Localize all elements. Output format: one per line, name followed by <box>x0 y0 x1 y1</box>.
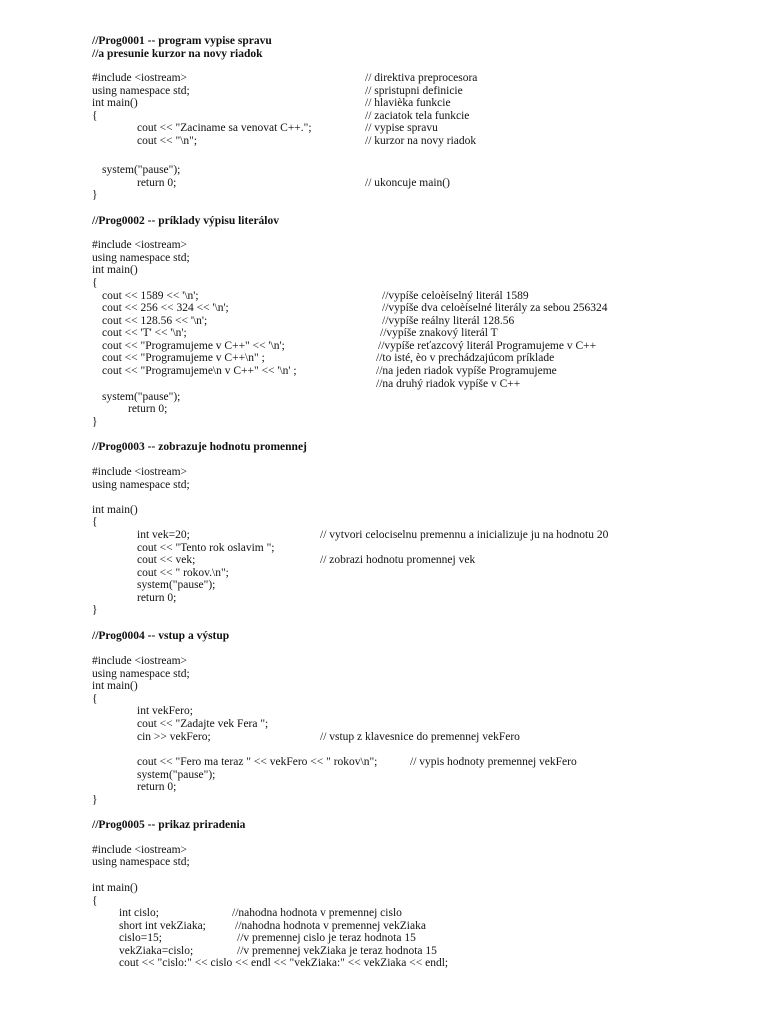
program-heading: //Prog0005 -- prikaz priradenia <box>92 819 246 831</box>
code-line: cout << 'T' << '\n'; <box>102 327 187 339</box>
code-line: cout << 128.56 << '\n'; <box>102 315 208 327</box>
code-line: system("pause"); <box>102 391 181 403</box>
code-line: int main() <box>92 882 138 894</box>
code-line: int main() <box>92 264 138 276</box>
code-comment: //na druhý riadok vypíše v C++ <box>376 378 521 390</box>
code-line: cin >> vekFero; <box>137 731 211 743</box>
code-line: cout << vek; <box>137 554 196 566</box>
code-comment: // vypise spravu <box>365 122 438 134</box>
code-line: system("pause"); <box>102 164 181 176</box>
code-line: using namespace std; <box>92 668 190 680</box>
code-comment: // vypis hodnoty premennej vekFero <box>410 756 577 768</box>
code-line: #include <iostream> <box>92 655 188 667</box>
code-comment: //vypíše celoèíselný literál 1589 <box>382 290 529 302</box>
code-line: #include <iostream> <box>92 72 188 84</box>
code-line: } <box>92 604 98 616</box>
code-line: #include <iostream> <box>92 239 188 251</box>
code-line: cout << " rokov.\n"; <box>137 567 229 579</box>
code-line: cout << "Programujeme\n v C++" << '\n' ; <box>102 365 297 377</box>
code-line: cout << 256 << 324 << '\n'; <box>102 302 229 314</box>
code-comment: // hlavièka funkcie <box>365 97 451 109</box>
code-line: cout << "\n"; <box>137 135 198 147</box>
code-line: return 0; <box>137 592 177 604</box>
code-line: cout << "Tento rok oslavim "; <box>137 542 275 554</box>
code-line: system("pause"); <box>137 579 216 591</box>
code-comment: //vypíše dva celoèíselné literály za sebou 256324 <box>382 302 608 314</box>
program-heading: //a presunie kurzor na novy riadok <box>92 48 263 60</box>
code-line: cout << "Fero ma teraz " << vekFero << " rokov\n"; <box>137 756 378 768</box>
code-line: cout << "Programujeme v C++\n" ; <box>102 352 265 364</box>
code-comment: // vstup z klavesnice do premennej vekFero <box>320 731 520 743</box>
code-comment: // vytvori celociselnu premennu a inicializuje ju na hodnotu 20 <box>320 529 609 541</box>
code-line: using namespace std; <box>92 252 190 264</box>
code-comment: //v premennej cislo je teraz hodnota 15 <box>237 932 416 944</box>
code-comment: //vypíše reálny literál 128.56 <box>382 315 515 327</box>
code-line: cout << "Zaciname sa venovat C++."; <box>137 122 312 134</box>
code-line: } <box>92 416 98 428</box>
code-line: } <box>92 794 98 806</box>
code-line: { <box>92 110 98 122</box>
code-line: cout << 1589 << '\n'; <box>102 290 199 302</box>
code-line: { <box>92 895 98 907</box>
code-line: vekZiaka=cislo; <box>119 945 194 957</box>
program-heading: //Prog0004 -- vstup a výstup <box>92 630 230 642</box>
code-comment: //to isté, èo v prechádzajúcom príklade <box>376 352 555 364</box>
code-comment: //vypíše znakový literál T <box>380 327 498 339</box>
code-line: cout << "cislo:" << cislo << endl << "vekZiaka:" << vekZiaka << endl; <box>119 957 449 969</box>
code-comment: //v premennej vekZiaka je teraz hodnota 15 <box>237 945 437 957</box>
code-comment: // zobrazi hodnotu promennej vek <box>320 554 476 566</box>
code-comment: //nahodna hodnota v premennej vekZiaka <box>235 920 426 932</box>
code-line: int vekFero; <box>137 705 193 717</box>
code-line: int main() <box>92 504 138 516</box>
code-line: return 0; <box>137 781 177 793</box>
code-line: #include <iostream> <box>92 844 188 856</box>
code-line: int main() <box>92 97 138 109</box>
program-heading: //Prog0002 -- príklady výpisu literálov <box>92 215 279 227</box>
code-line: return 0; <box>128 403 168 415</box>
code-comment: //na jeden riadok vypíše Programujeme <box>376 365 557 377</box>
code-line: int main() <box>92 680 138 692</box>
code-line: system("pause"); <box>137 769 216 781</box>
code-line: { <box>92 516 98 528</box>
code-line: int cislo; <box>119 907 159 919</box>
code-line: cout << "Zadajte vek Fera "; <box>137 718 269 730</box>
code-line: cislo=15; <box>119 932 162 944</box>
code-line: cout << "Programujeme v C++" << '\n'; <box>102 340 285 352</box>
code-comment: // kurzor na novy riadok <box>365 135 477 147</box>
code-comment: //nahodna hodnota v premennej cislo <box>232 907 402 919</box>
code-comment: // zaciatok tela funkcie <box>365 110 470 122</box>
code-line: short int vekZiaka; <box>119 920 206 932</box>
code-line: } <box>92 189 98 201</box>
code-comment: // ukoncuje main() <box>365 177 450 189</box>
code-line: return 0; <box>137 177 177 189</box>
code-line: int vek=20; <box>137 529 190 541</box>
code-line: using namespace std; <box>92 479 190 491</box>
code-line: using namespace std; <box>92 85 190 97</box>
code-line: { <box>92 277 98 289</box>
code-line: #include <iostream> <box>92 466 188 478</box>
program-heading: //Prog0001 -- program vypise spravu <box>92 35 272 47</box>
code-line: { <box>92 693 98 705</box>
code-line: using namespace std; <box>92 856 190 868</box>
program-heading: //Prog0003 -- zobrazuje hodnotu promennej <box>92 441 307 453</box>
code-comment: //vypíše reťazcový literál Programujeme v C++ <box>378 340 597 352</box>
code-comment: // spristupni definicie <box>365 85 463 97</box>
code-comment: // direktiva preprocesora <box>365 72 478 84</box>
